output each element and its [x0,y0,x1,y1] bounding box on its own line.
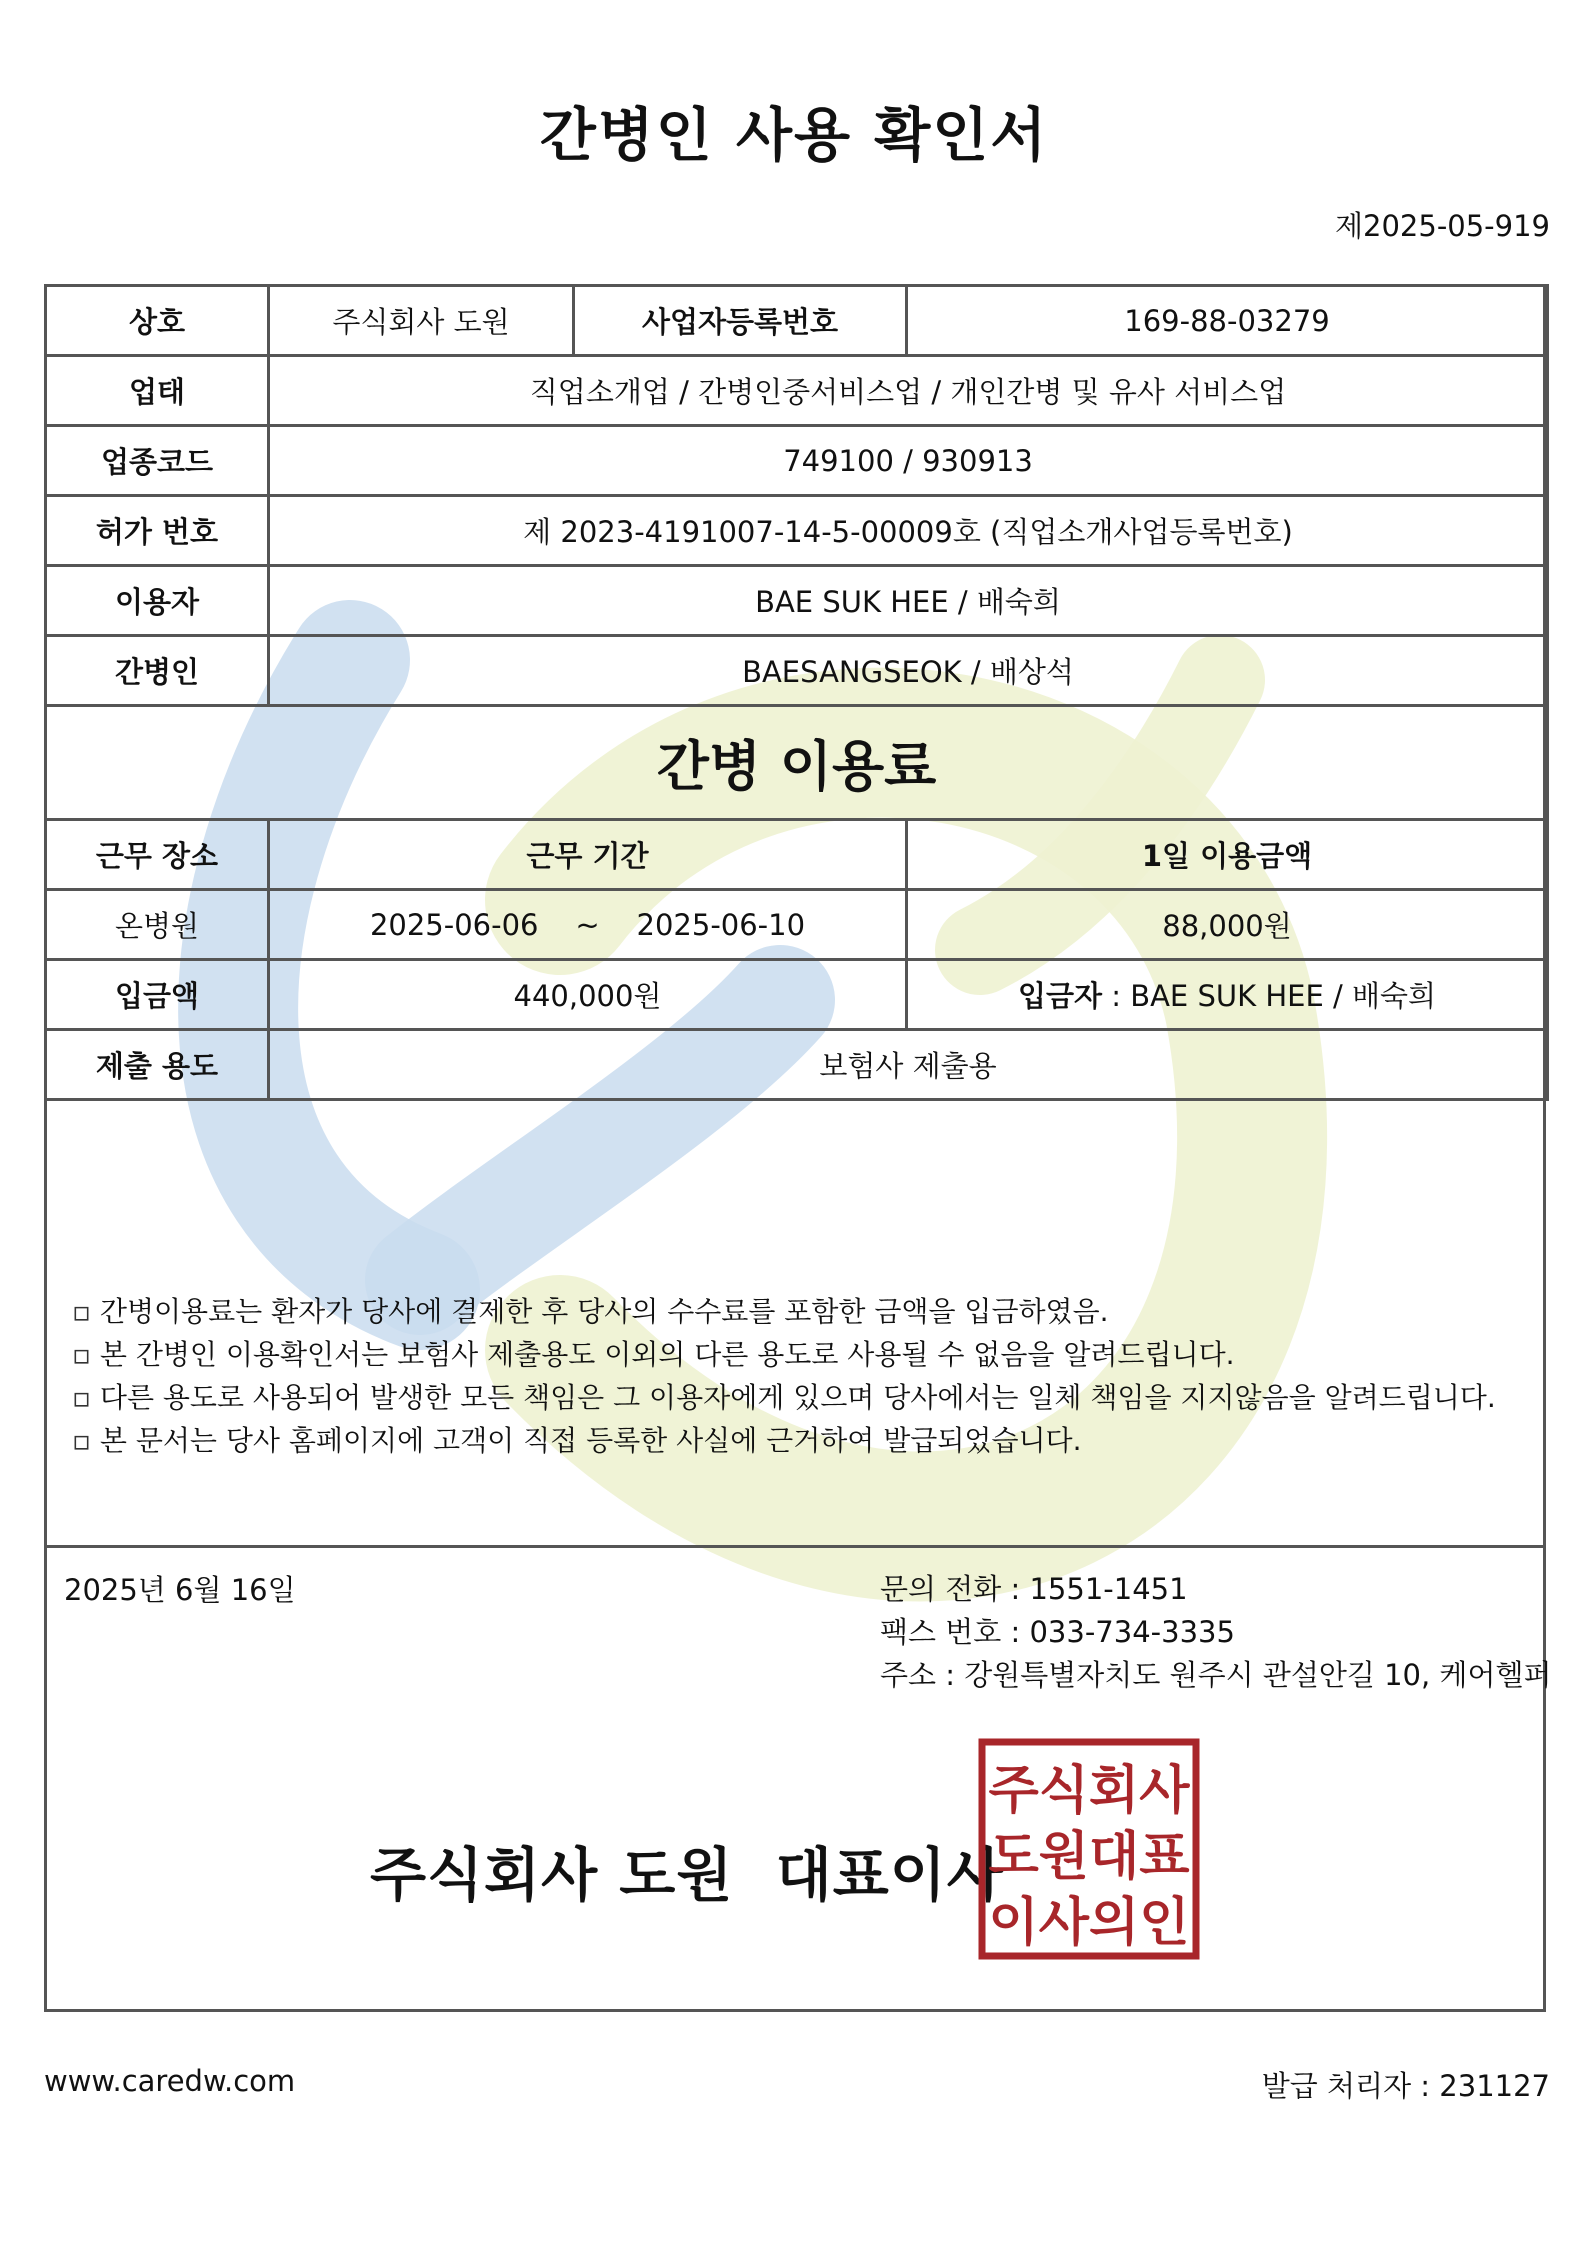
depositor-cell [907,960,1548,1030]
list-item: ▫ 본 간병인 이용확인서는 보험사 제출용도 이외의 다른 용도로 사용될 수 없음을 알려드립니다. [72,1333,1496,1376]
seal-line-3: 이사의인 [988,1893,1190,1953]
seal-line-1: 주식회사 [988,1761,1190,1821]
phone: 문의 전화 : 1551-1451 [880,1572,1188,1606]
user-label: 이용자 [46,566,269,636]
table-row [46,566,1548,636]
place-value: 온병원 [46,890,269,960]
license-value: 제 2023-4191007-14-5-00009호 (직업소개사업등록번호) [269,496,1548,566]
company-seal [978,1738,1200,1960]
table-row [46,960,1548,1030]
table-row [46,1030,1548,1100]
bizno-value: 169-88-03279 [907,286,1548,356]
place-label: 근무 장소 [46,820,269,890]
bizno-label: 사업자등록번호 [574,286,907,356]
table-row [46,426,1548,496]
contact-info [880,1568,1551,1697]
address: 주소 : 강원특별자치도 원주시 관설안길 10, 케어헬퍼 [880,1658,1552,1692]
fee-heading: 간병 이용료 [46,706,1548,820]
table-row [46,706,1548,820]
signature-line: 주식회사 도원 대표이사 [370,1841,1004,1909]
divider [44,1545,1546,1548]
table-row [46,820,1548,890]
period-label: 근무 기간 [269,820,907,890]
business-type-label: 업태 [46,356,269,426]
company-value: 주식회사 도원 [269,286,574,356]
info-table [44,284,1549,1101]
table-row [46,890,1548,960]
table-row [46,636,1548,706]
caregiver-value: BAESANGSEOK / 배상석 [269,636,1548,706]
deposit-label: 입금액 [46,960,269,1030]
business-type-value: 직업소개업 / 간병인중서비스업 / 개인간병 및 유사 서비스업 [269,356,1548,426]
license-label: 허가 번호 [46,496,269,566]
daily-fee-value: 88,000원 [907,890,1548,960]
industry-code-value: 749100 / 930913 [269,426,1548,496]
list-item: ▫ 간병이용료는 환자가 당사에 결제한 후 당사의 수수료를 포함한 금액을 입금하였음. [72,1290,1496,1333]
website-url: www.caredw.com [44,2064,296,2098]
caregiver-label: 간병인 [46,636,269,706]
period-value: 2025-06-06 ~ 2025-06-10 [269,890,907,960]
table-row [46,356,1548,426]
issue-date: 2025년 6월 16일 [64,1573,296,1607]
purpose-label: 제출 용도 [46,1030,269,1100]
list-item: ▫ 다른 용도로 사용되어 발생한 모든 책임은 그 이용자에게 있으며 당사에서는 일체 책임을 지지않음을 알려드립니다. [72,1376,1496,1419]
list-item: ▫ 본 문서는 당사 홈페이지에 고객이 직접 등록한 사실에 근거하여 발급되었습니다. [72,1419,1496,1462]
table-row [46,496,1548,566]
document-title: 간병인 사용 확인서 [539,101,1049,169]
fax: 팩스 번호 : 033-734-3335 [880,1615,1235,1649]
notes-list [72,1290,1496,1462]
purpose-value: 보험사 제출용 [269,1030,1548,1100]
company-label: 상호 [46,286,269,356]
table-row [46,286,1548,356]
user-value: BAE SUK HEE / 배숙희 [269,566,1548,636]
deposit-value: 440,000원 [269,960,907,1030]
industry-code-label: 업종코드 [46,426,269,496]
issuer-id: 발급 처리자 : 231127 [1261,2069,1550,2103]
depositor-label: 입금자 [1017,979,1102,1013]
depositor-value: : BAE SUK HEE / 배숙희 [1101,979,1437,1013]
document-number: 제2025-05-919 [1335,209,1550,243]
seal-line-2: 도원대표 [988,1827,1190,1887]
daily-fee-label: 1일 이용금액 [907,820,1548,890]
